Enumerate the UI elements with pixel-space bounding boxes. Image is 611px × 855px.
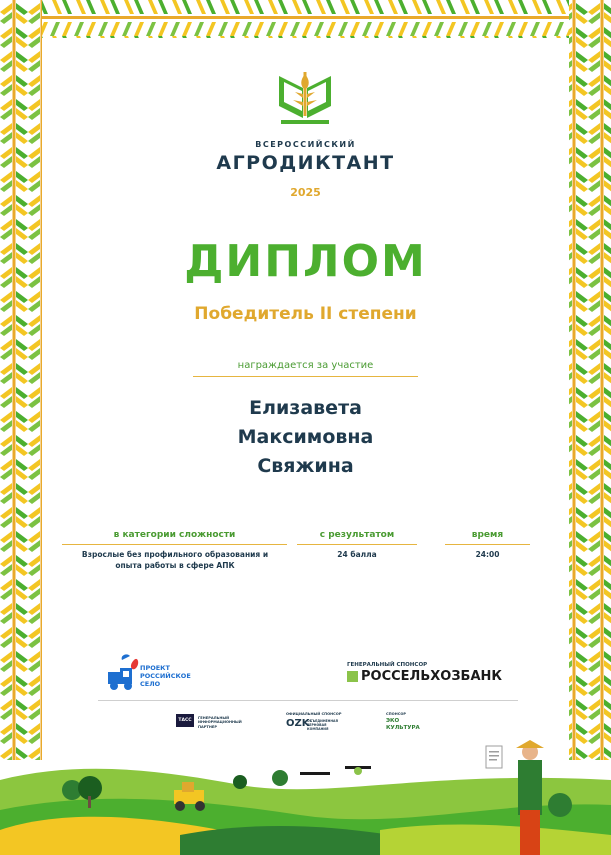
recipient-last-name: Свяжина xyxy=(257,455,354,477)
diploma-title: ДИПЛОМ xyxy=(184,236,427,287)
eco-name-2: КУЛЬТУРА xyxy=(386,724,420,731)
time-value: 24:00 xyxy=(475,550,500,559)
general-sponsor-name: РОССЕЛЬХОЗБАНК xyxy=(361,669,503,684)
general-sponsor-label: ГЕНЕРАЛЬНЫЙ СПОНСОР xyxy=(347,662,428,668)
sponsor-divider xyxy=(98,700,518,701)
recipient-first-name: Елизавета xyxy=(249,397,362,419)
agrodiktant-logo xyxy=(275,68,335,130)
award-divider xyxy=(193,376,418,377)
time-divider xyxy=(445,544,530,545)
header-year: 2025 xyxy=(290,186,321,199)
time-label: время xyxy=(471,530,504,540)
farm-landscape-illustration xyxy=(0,740,611,855)
ozk-name: OZK xyxy=(286,718,310,729)
eco-label: СПОНСОР xyxy=(386,712,407,716)
category-value: Взрослые без профильного образования и опыта работы в сфере АПК xyxy=(81,550,269,570)
result-label: с результатом xyxy=(319,530,395,540)
project-line-3: СЕЛО xyxy=(140,680,161,688)
ozk-label: ОФИЦИАЛЬНЫЙ СПОНСОР xyxy=(286,712,342,716)
category-divider xyxy=(62,544,287,545)
project-logo-text xyxy=(140,664,191,688)
tass-label: ГЕНЕРАЛЬНЫЙ ИНФОРМАЦИОННЫЙ ПАРТНЕР xyxy=(198,716,242,729)
project-line-1: ПРОЕКТ xyxy=(140,664,170,672)
diploma-degree: Победитель II степени xyxy=(194,304,417,324)
eco-logo xyxy=(386,718,420,731)
clipboard-icon xyxy=(484,744,506,772)
category-label: в категории сложности xyxy=(113,530,236,540)
tass-logo: ТАСС xyxy=(176,714,194,727)
result-value: 24 балла xyxy=(337,550,377,559)
project-logo-icon xyxy=(104,652,140,692)
header-subtitle: ВСЕРОССИЙСКИЙ xyxy=(255,140,356,149)
recipient-patronymic: Максимовна xyxy=(237,426,374,448)
awarded-for-label: награждается за участие xyxy=(237,360,374,371)
eco-name-1: ЭКО xyxy=(386,718,400,724)
ozk-sub: ОБЪЕДИНЕННАЯ ЗЕРНОВАЯ КОМПАНИЯ xyxy=(307,719,338,731)
rshb-logo-icon xyxy=(347,671,358,682)
header-title: АГРОДИКТАНТ xyxy=(216,152,395,174)
result-divider xyxy=(297,544,417,545)
project-line-2: РОССИЙСКОЕ xyxy=(140,672,191,680)
